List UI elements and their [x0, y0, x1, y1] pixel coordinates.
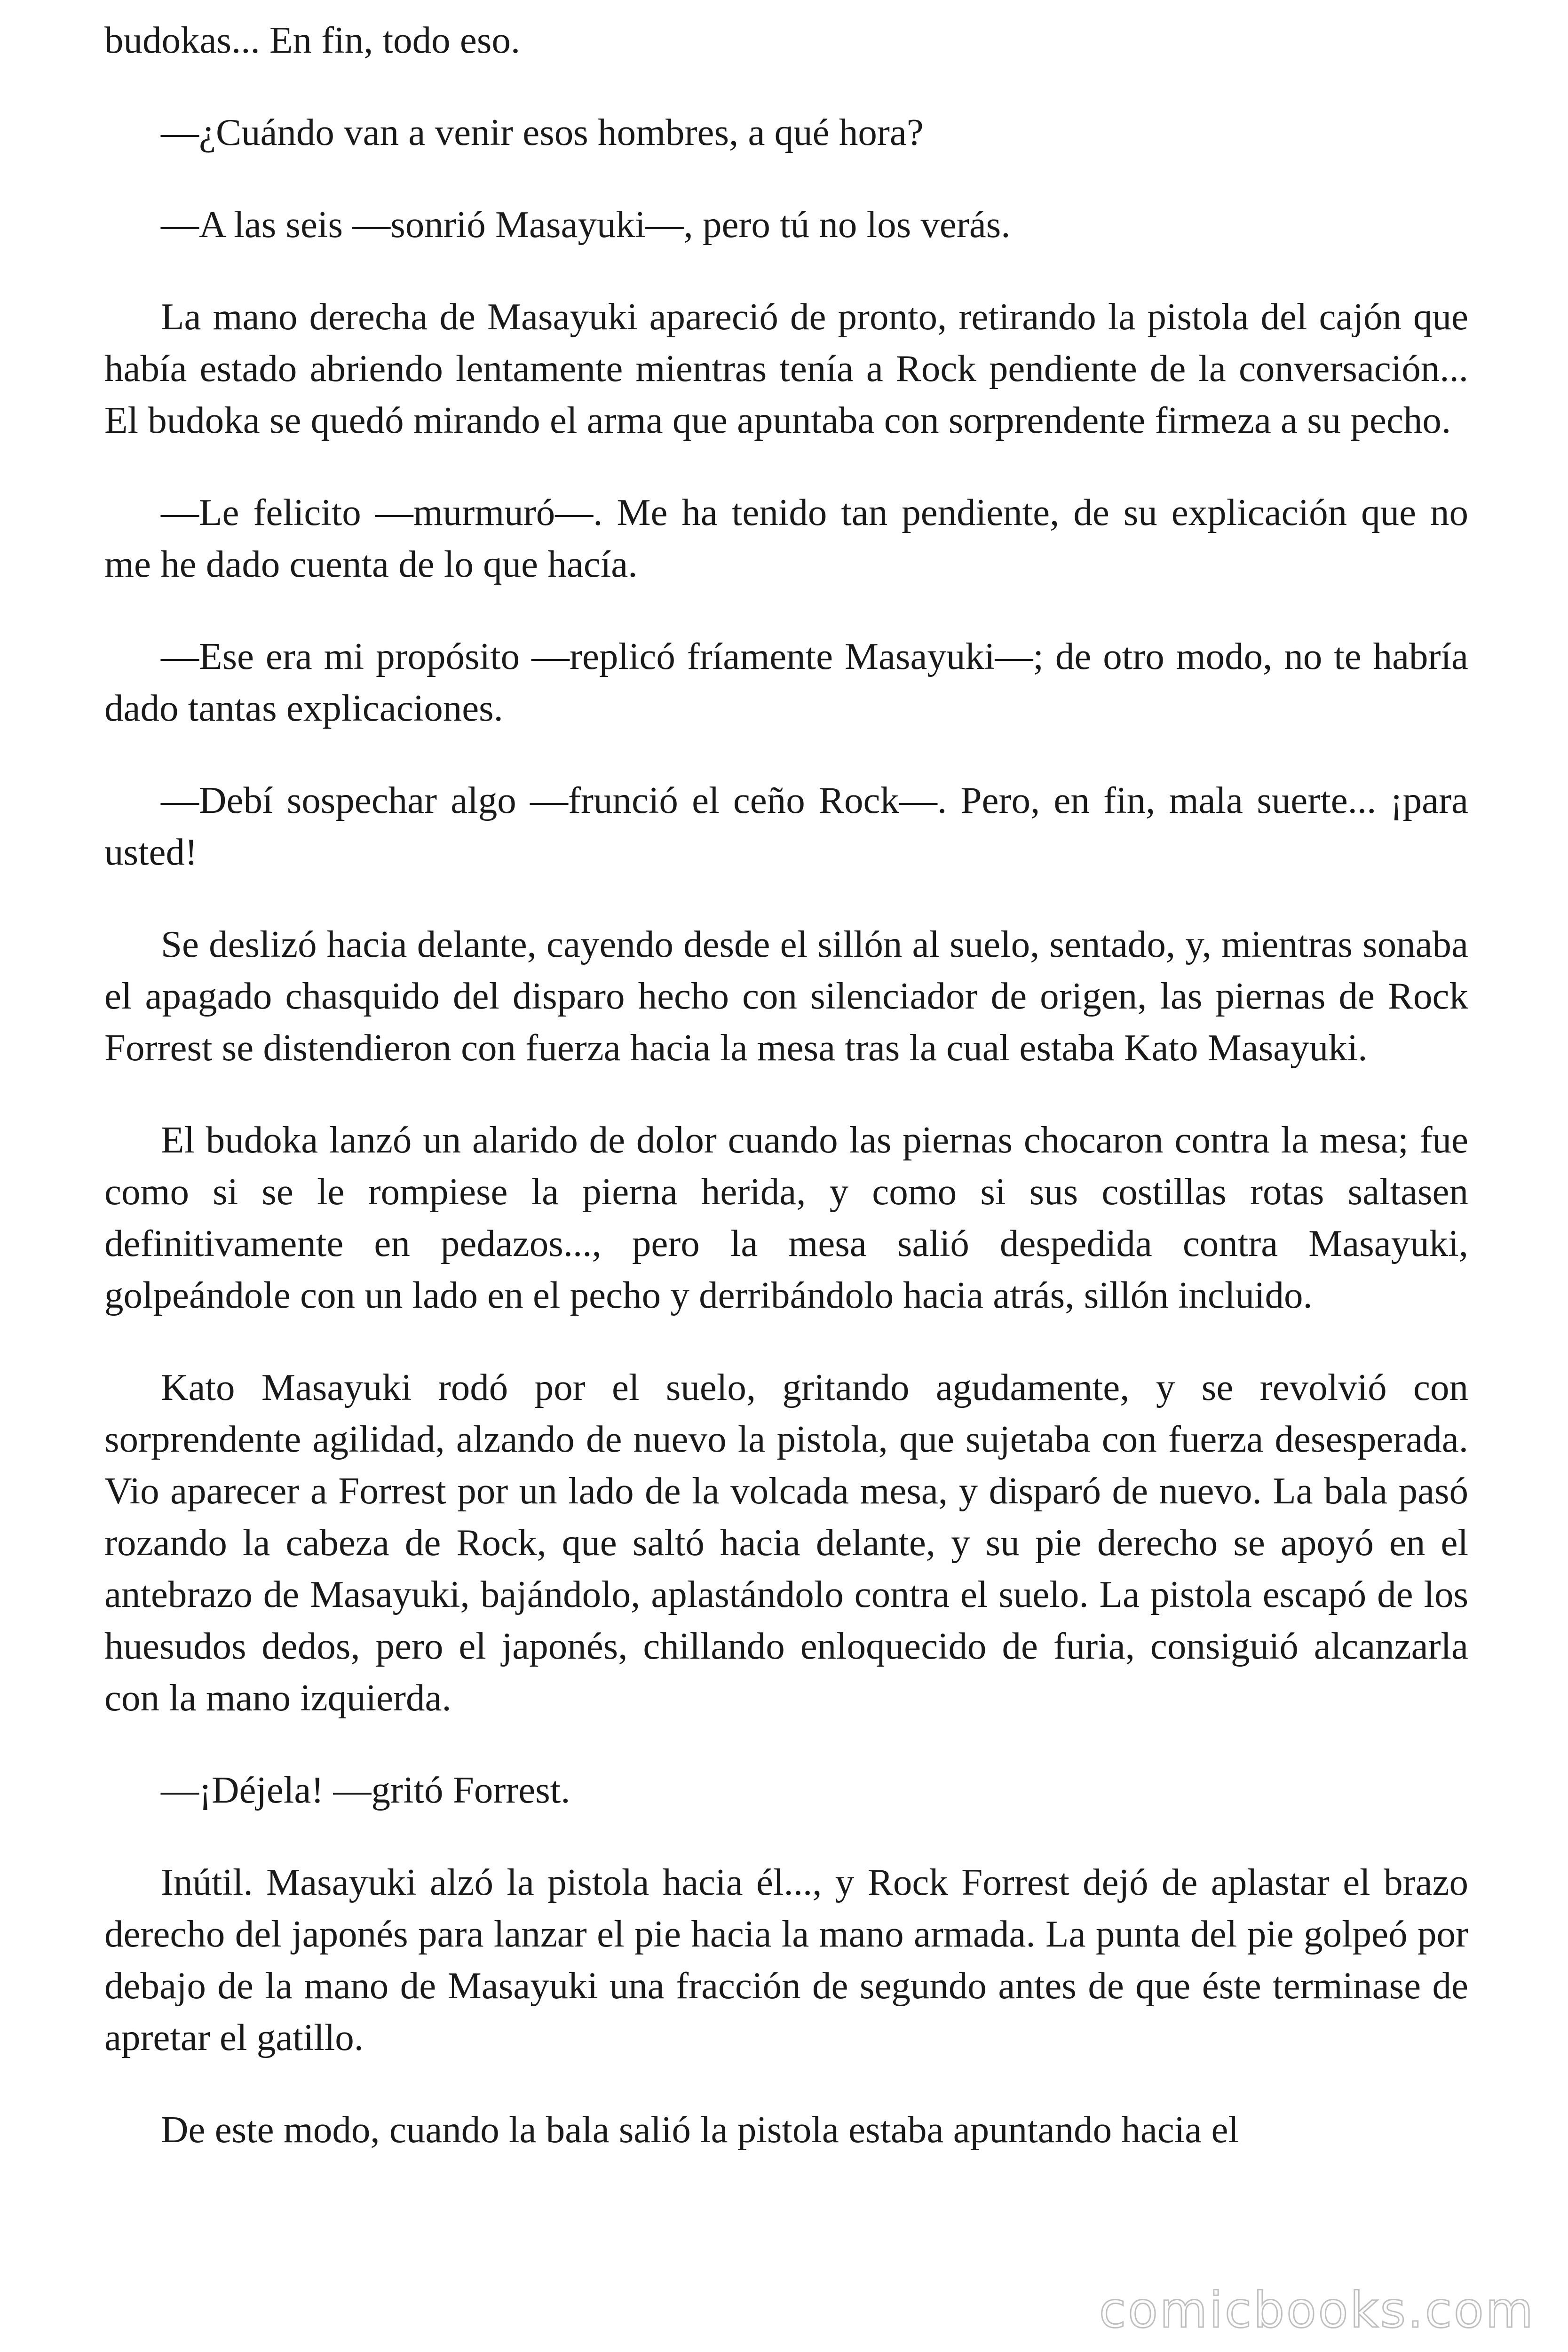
watermark-logo: comicbooks.com: [1099, 2281, 1535, 2339]
body-text: [104, 14, 1468, 2155]
paragraph-4: La mano derecha de Masayuki apareció de pronto, retirando la pistola del cajón que había estado abriendo lentamente mientras tenía a Rock pendiente de la conversación... El budoka se quedó mirando el arma que apuntaba con sorprendente firmeza a su pecho.: [104, 295, 1468, 441]
paragraph-2: —¿Cuándo van a venir esos hombres, a qué hora?: [161, 111, 924, 153]
paragraph-13: De este modo, cuando la bala salió la pistola estaba apuntando hacia el: [161, 2108, 1239, 2151]
paragraph-12: Inútil. Masayuki alzó la pistola hacia él..., y Rock Forrest dejó de aplastar el brazo derecho del japonés para lanzar el pie hacia la mano armada. La punta del pie golpeó por debajo de la mano de Masayuki una fracción de segundo antes de que éste terminase de apretar el gatillo.: [104, 1861, 1468, 2058]
paragraph-10: Kato Masayuki rodó por el suelo, gritando agudamente, y se revolvió con sorprendente agilidad, alzando de nuevo la pistola, que sujetaba con fuerza desesperada. Vio aparecer a Forrest por un lado de la volcada mesa, y disparó de nuevo. La bala pasó rozando la cabeza de Rock, que saltó hacia delante, y su pie derecho se apoyó en el antebrazo de Masayuki, bajándolo, aplastándolo contra el suelo. La pistola escapó de los huesudos dedos, pero el japonés, chillando enloquecido de furia, consiguió alcanzarla con la mano izquierda.: [104, 1366, 1468, 1719]
paragraph-6: —Ese era mi propósito —replicó fríamente Masayuki—; de otro modo, no te habría dado tantas explicaciones.: [104, 635, 1468, 729]
paragraph-1: budokas... En fin, todo eso.: [104, 19, 521, 61]
paragraph-7: —Debí sospechar algo —frunció el ceño Rock—. Pero, en fin, mala suerte... ¡para usted!: [104, 779, 1468, 873]
paragraph-8: Se deslizó hacia delante, cayendo desde el sillón al suelo, sentado, y, mientras sonaba el apagado chasquido del disparo hecho con silenciador de origen, las piernas de Rock Forrest se distendieron con fuerza hacia la mesa tras la cual estaba Kato Masayuki.: [104, 923, 1468, 1069]
paragraph-3: —A las seis —sonrió Masayuki—, pero tú no los verás.: [161, 203, 1011, 246]
paragraph-9: El budoka lanzó un alarido de dolor cuando las piernas chocaron contra la mesa; fue como si se le rompiese la pierna herida, y como si sus costillas rotas saltasen definitivamente en pedazos..., pero la mesa salió despedida contra Masayuki, golpeándole con un lado en el pecho y derribándolo hacia atrás, sillón incluido.: [104, 1119, 1468, 1316]
paragraph-11: —¡Déjela! —gritó Forrest.: [161, 1769, 570, 1811]
paragraph-5: —Le felicito —murmuró—. Me ha tenido tan pendiente, de su explicación que no me he dado cuenta de lo que hacía.: [104, 491, 1468, 585]
